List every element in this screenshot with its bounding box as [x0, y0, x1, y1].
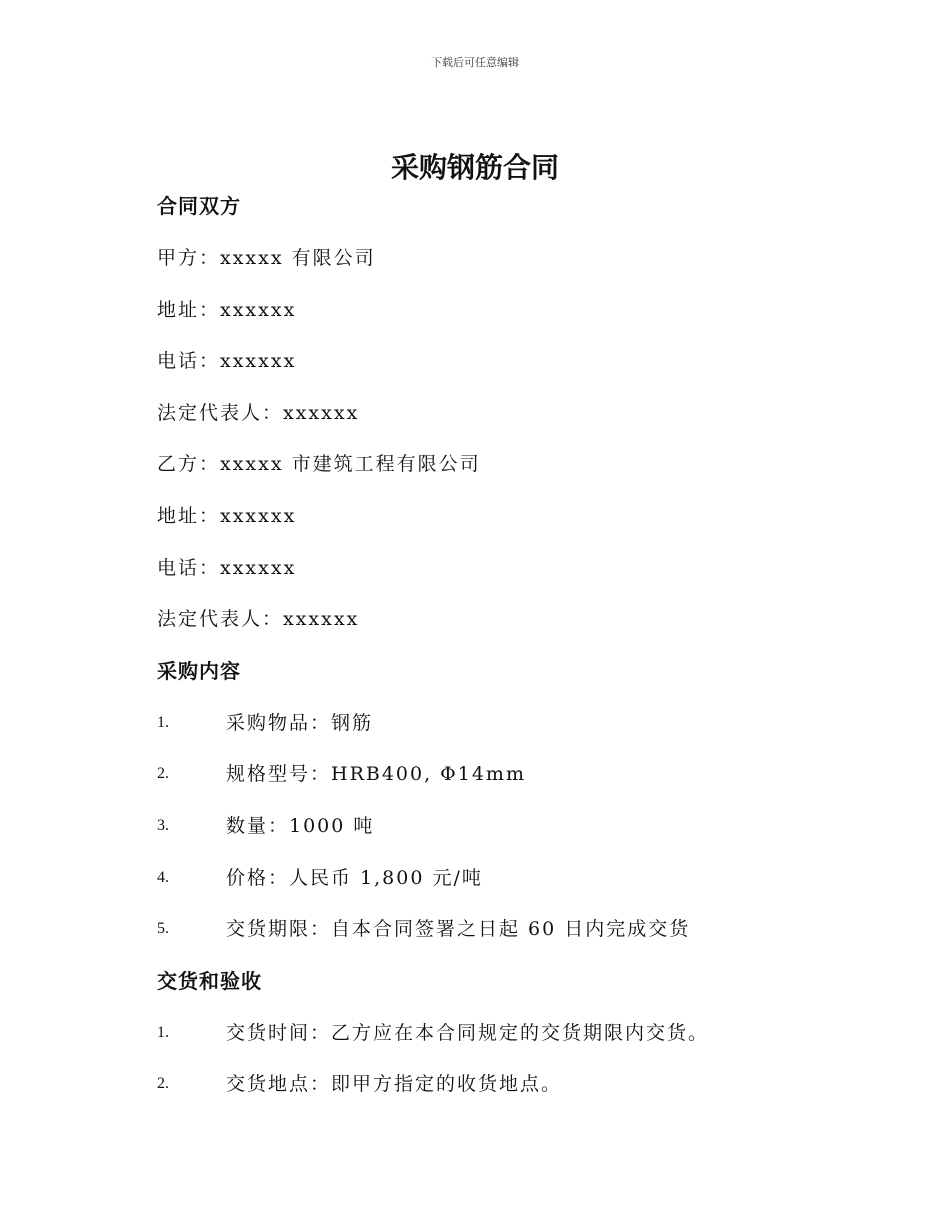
- party-b-address: 地址：xxxxxx: [157, 505, 297, 527]
- list-text: 交货时间：乙方应在本合同规定的交货期限内交货。: [226, 1022, 710, 1044]
- party-a-name: 甲方：xxxxx 有限公司: [157, 247, 376, 269]
- list-number: 2.: [157, 765, 169, 782]
- list-number: 3.: [157, 817, 169, 834]
- party-b-name: 乙方：xxxxx 市建筑工程有限公司: [157, 453, 481, 475]
- list-text: 交货地点：即甲方指定的收货地点。: [226, 1073, 563, 1095]
- list-number: 2.: [157, 1075, 169, 1092]
- list-text: 采购物品：钢筋: [226, 712, 374, 734]
- section-heading-purchase: 采购内容: [157, 659, 241, 683]
- list-text: 交货期限：自本合同签署之日起 60 日内完成交货: [226, 918, 691, 940]
- party-a-address: 地址：xxxxxx: [157, 299, 297, 321]
- page-header-note: 下载后可任意编辑: [431, 56, 519, 69]
- list-number: 1.: [157, 1024, 169, 1041]
- section-heading-parties: 合同双方: [157, 194, 241, 218]
- list-text: 价格：人民币 1,800 元/吨: [226, 867, 483, 889]
- party-b-phone: 电话：xxxxxx: [157, 557, 297, 579]
- list-text: 规格型号：HRB400, Φ14mm: [226, 763, 526, 785]
- party-a-phone: 电话：xxxxxx: [157, 350, 297, 372]
- section-heading-delivery: 交货和验收: [157, 969, 262, 993]
- list-number: 4.: [157, 869, 169, 886]
- party-a-representative: 法定代表人：xxxxxx: [157, 402, 360, 424]
- document-title: 采购钢筋合同: [390, 151, 559, 184]
- list-number: 1.: [157, 714, 169, 731]
- list-number: 5.: [157, 920, 169, 937]
- list-text: 数量：1000 吨: [226, 815, 375, 837]
- party-b-representative: 法定代表人：xxxxxx: [157, 608, 360, 630]
